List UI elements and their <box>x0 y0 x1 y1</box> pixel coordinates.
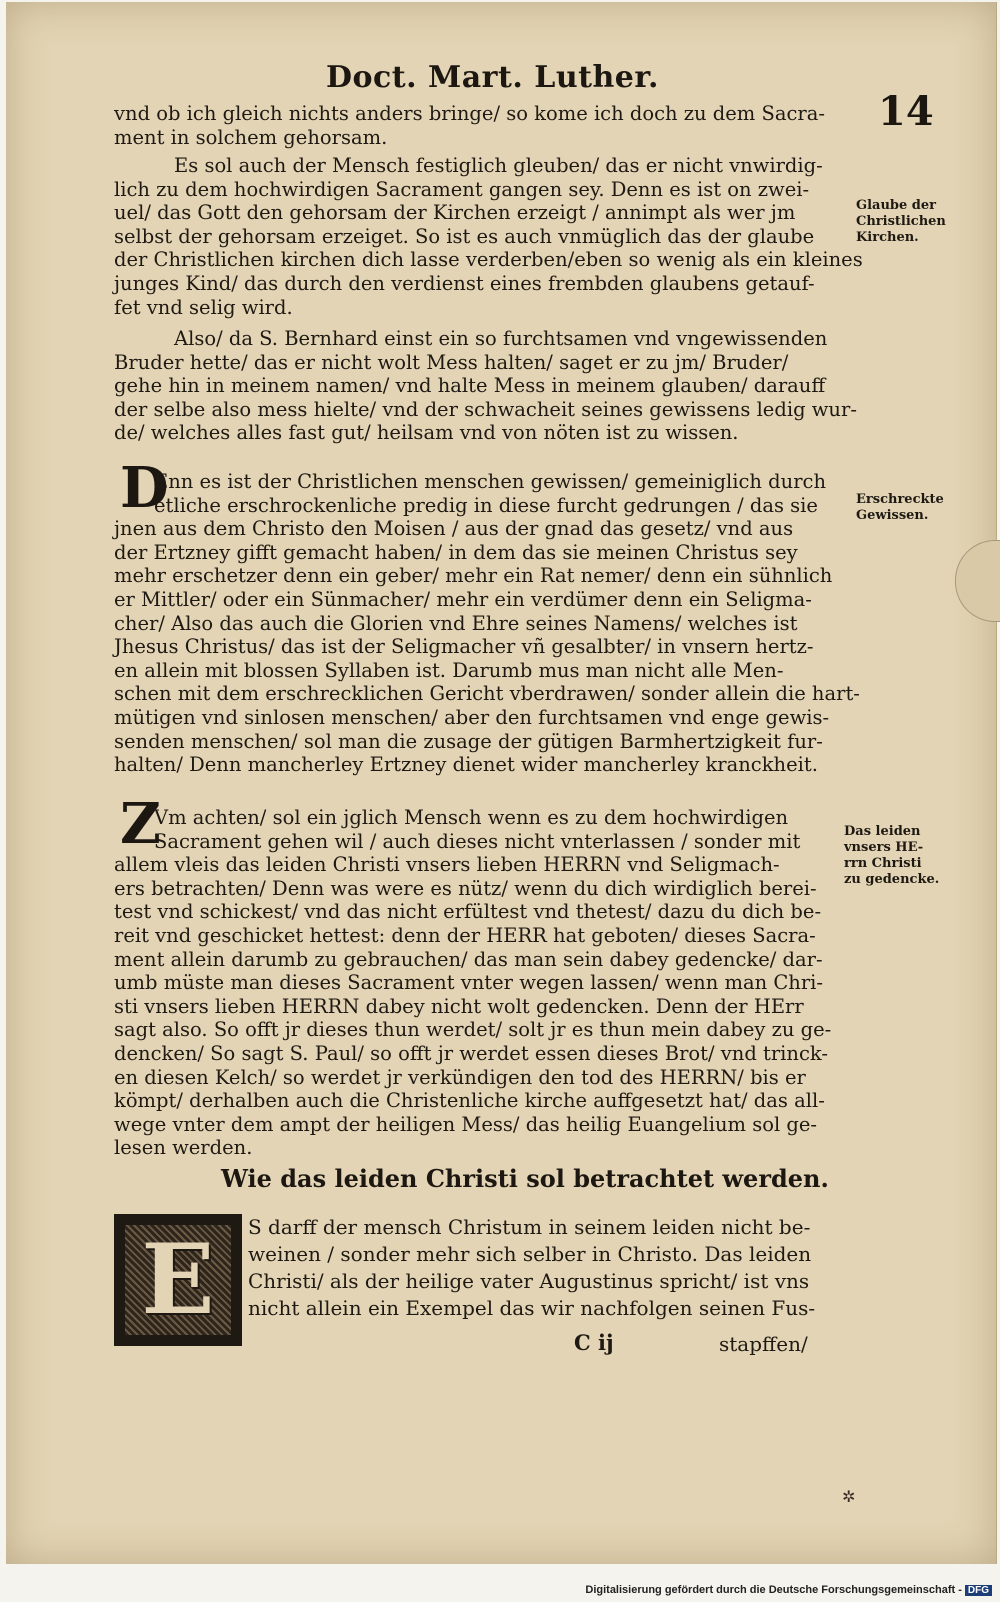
text-line: fet vnd selig wird. <box>114 295 293 319</box>
text-line: S darff der mensch Christum in seinem leiden nicht be- <box>248 1215 811 1239</box>
margin-note-line: Erschreckte <box>856 492 944 507</box>
initial-letter-d: D <box>120 455 169 521</box>
running-title: Doct. Mart. Luther. <box>326 60 659 95</box>
text-line: Bruder hette/ das er nicht wolt Mess halten/ saget er zu jm/ Bruder/ <box>114 350 789 374</box>
text-line: weinen / sonder mehr sich selber in Christo. Das leiden <box>248 1242 812 1266</box>
signature-mark: C ij <box>574 1330 614 1355</box>
text-line: wege vnter dem ampt der heiligen Mess/ das heilig Euangelium sol ge- <box>114 1112 818 1136</box>
paragraph-3 <box>114 327 857 445</box>
text-line: allem vleis das leiden Christi vnsers lieben HERRN vnd Seligmach- <box>114 853 780 877</box>
footer-text: Digitalisierung gefördert durch die Deutsche Forschungsgemeinschaft - <box>585 1584 962 1596</box>
margin-note-line: zu gedencke. <box>844 872 940 887</box>
margin-note-line: Kirchen. <box>856 230 919 245</box>
text-line: der selbe also mess hielte/ vnd der schwacheit seines gewissens ledig wur- <box>114 397 857 421</box>
ornament-mark: ✲ <box>842 1487 856 1506</box>
folio-number: 14 <box>878 88 934 135</box>
margin-note-line: Christlichen <box>856 214 946 229</box>
paragraph-1 <box>114 102 839 149</box>
text-line: vnd ob ich gleich nichts anders bringe/ so kome ich doch zu dem Sacra- <box>114 102 825 125</box>
text-line: Christi/ als der heilige vater Augustinus spricht/ ist vns <box>248 1269 810 1293</box>
margin-note-glaube <box>856 198 946 246</box>
woodcut-initial <box>114 1214 242 1346</box>
text-line: ers betrachten/ Denn was were es nütz/ wenn du dich wirdiglich berei- <box>114 876 817 900</box>
margin-note-gewissen <box>856 492 944 524</box>
text-line: gehe hin in meinem namen/ vnd halte Mess in meinem glauben/ darauff <box>114 374 826 398</box>
text-line: schen mit dem erschrecklichen Gericht vberdrawen/ sonder allein die hart- <box>114 682 860 706</box>
text-line: en allein mit blossen Syllaben ist. Darumb mus man nicht alle Men- <box>114 658 784 682</box>
text-line: dencken/ So sagt S. Paul/ so offt jr werdet essen dieses Brot/ vnd trinck- <box>114 1041 828 1065</box>
dfg-logo: DFG <box>965 1585 992 1596</box>
paragraph-4 <box>114 470 860 777</box>
section-heading: Wie das leiden Christi sol betrachtet werden. <box>221 1164 829 1193</box>
margin-note-leiden <box>844 824 939 888</box>
margin-note-line: Gewissen. <box>856 508 929 523</box>
text-line: sagt also. So offt jr dieses thun werdet/ solt jr es thun mein dabey zu ge- <box>114 1018 832 1042</box>
text-line: nicht allein ein Exempel das wir nachfolgen seinen Fus- <box>248 1296 816 1320</box>
book-page <box>6 2 997 1564</box>
text-line: sti vnsers lieben HERRN dabey nicht wolt gedencken. Denn der HErr <box>114 994 804 1018</box>
initial-letter-e: E <box>141 1223 215 1336</box>
paragraph-6 <box>248 1214 818 1322</box>
text-line: test vnd schickest/ vnd das nicht erfültest vnd thetest/ dazu du dich be- <box>114 900 822 924</box>
woodcut-illustration <box>125 1225 231 1335</box>
margin-note-line: rrn Christi <box>844 856 922 871</box>
text-line: ment allein darumb zu gebrauchen/ das man sein dabey gedencke/ dar- <box>114 947 823 971</box>
text-line: cher/ Also das auch die Glorien vnd Ehre seines Namens/ welches ist <box>114 611 798 635</box>
initial-letter-z: Z <box>120 791 161 857</box>
text-line: lich zu dem hochwirdigen Sacrament gangen sey. Denn es ist on zwei- <box>114 177 810 201</box>
text-line: lesen werden. <box>114 1136 253 1160</box>
margin-note-line: vnsers HE- <box>844 840 924 855</box>
text-line: etliche erschrockenliche predig in diese furcht gedrungen / das sie <box>154 493 818 517</box>
text-line: selbst der gehorsam erzeiget. So ist es auch vnmüglich das der glaube <box>114 224 815 248</box>
text-line: kömpt/ derhalben auch die Christenliche kirche auffgesetzt hat/ das all- <box>114 1089 825 1113</box>
paragraph-5 <box>114 806 839 1160</box>
text-line: Es sol auch der Mensch festiglich gleuben/ das er nicht vnwirdig- <box>174 154 823 177</box>
text-line: reit vnd geschicket hettest: denn der HERR hat geboten/ dieses Sacra- <box>114 923 816 947</box>
text-line: ment in solchem gehorsam. <box>114 125 388 149</box>
text-line: mehr erschetzer denn ein geber/ mehr ein Rat nemer/ denn ein sühnlich <box>114 564 833 588</box>
text-line: junges Kind/ das durch den verdienst eines frembden glaubens getauf- <box>114 271 815 295</box>
text-line: Enn es ist der Christlichen menschen gewissen/ gemeiniglich durch <box>154 470 827 493</box>
text-line: umb müste man dieses Sacrament vnter wegen lassen/ wenn man Chri- <box>114 971 823 995</box>
text-line: Vm achten/ sol ein jglich Mensch wenn es zu dem hochwirdigen <box>154 806 789 829</box>
text-line: Also/ da S. Bernhard einst ein so furchtsamen vnd vngewissenden <box>174 327 828 350</box>
text-line: de/ welches alles fast gut/ heilsam vnd von nöten ist zu wissen. <box>114 421 739 445</box>
text-line: mütigen vnd sinlosen menschen/ aber den furchtsamen vnd enge gewis- <box>114 705 830 729</box>
text-line: senden menschen/ sol man die zusage der gütigen Barmhertzigkeit fur- <box>114 729 823 753</box>
text-line: Sacrament gehen wil / auch dieses nicht vnterlassen / sonder mit <box>154 829 801 853</box>
text-line: jnen aus dem Christo den Moisen / aus der gnad das gesetz/ vnd aus <box>114 517 794 541</box>
text-line: er Mittler/ oder ein Sünmacher/ mehr ein verdümer denn ein Seligma- <box>114 587 812 611</box>
text-line: Jhesus Christus/ das ist der Seligmacher vñ gesalbter/ in vnsern hertz- <box>114 635 814 659</box>
margin-note-line: Das leiden <box>844 824 921 839</box>
text-line: uel/ das Gott den gehorsam der Kirchen erzeigt / annimpt als wer jm <box>114 201 796 225</box>
text-line: der Ertzney gifft gemacht haben/ in dem das sie meinen Christus sey <box>114 540 798 564</box>
margin-note-line: Glaube der <box>856 198 937 213</box>
text-line: der Christlichen kirchen dich lasse verderben/eben so wenig als ein kleines <box>114 248 863 272</box>
funding-footer <box>585 1584 992 1596</box>
text-line: en diesen Kelch/ so werdet jr verkündigen den tod des HERRN/ bis er <box>114 1065 806 1089</box>
text-line: halten/ Denn mancherley Ertzney dienet wider mancherley kranckheit. <box>114 753 818 777</box>
paragraph-2 <box>114 154 863 319</box>
catchword: stapffen/ <box>719 1332 808 1356</box>
